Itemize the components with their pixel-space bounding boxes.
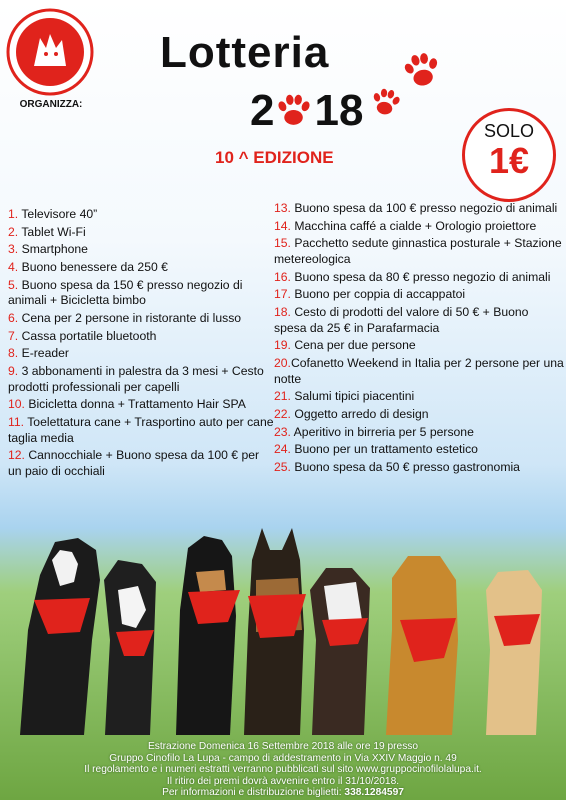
prize-text: Buono per un trattamento estetico (294, 442, 478, 457)
prize-number: 9. (8, 364, 19, 379)
paw-icon (275, 93, 313, 127)
prize-text: Bicicletta donna + Trattamento Hair SPA (28, 397, 246, 412)
prize-number: 25. (274, 460, 291, 475)
prize-number: 18. (274, 305, 291, 320)
prize-item (274, 389, 564, 405)
edition-label: 10 ^ EDIZIONE (215, 148, 334, 167)
prize-item (8, 415, 274, 446)
footer-line: Estrazione Domenica 16 Settembre 2018 alle ore 19 presso (147, 741, 419, 752)
dog-6 (386, 556, 458, 735)
phone-number: 338.1284597 (344, 787, 404, 799)
prize-text: Aperitivo in birreria per 5 persone (293, 424, 474, 439)
prize-item (8, 242, 274, 258)
prize-item (8, 225, 274, 241)
prize-text: Pacchetto sedute ginnastica posturale + Stazione metereologica (274, 236, 562, 266)
prize-number: 6. (8, 311, 19, 326)
prize-text: Oggetto arredo di design (294, 406, 429, 421)
year-prefix: 2 (250, 86, 275, 135)
prize-item (8, 260, 274, 276)
prize-item (8, 207, 274, 223)
dog-1 (20, 538, 100, 735)
prize-number: 17. (274, 287, 291, 302)
dogs-photo (0, 520, 566, 735)
prize-item (274, 270, 564, 286)
prize-text: Cena per 2 persone in ristorante di lusso (21, 311, 242, 326)
prize-item (274, 407, 564, 423)
prize-text: Buono per coppia di accappatoi (294, 287, 466, 302)
prize-item (274, 201, 564, 217)
prize-number: 13. (274, 201, 291, 215)
prize-item (8, 364, 274, 395)
prize-number: 19. (274, 338, 291, 353)
prize-text: Macchina caffé a cialde + Orologio proiettore (294, 218, 537, 233)
prize-text: 3 abbonamenti in palestra da 3 mesi + Cesto prodotti professionali per capelli (8, 364, 264, 394)
prize-text: Smartphone (21, 242, 88, 257)
prize-item (274, 287, 564, 303)
prize-number: 5. (8, 277, 19, 292)
footer-line (0, 787, 566, 799)
prize-text: Toelettatura cane + Trasportino auto per cane taglia media (8, 415, 274, 445)
prize-text: Cena per due persone (294, 338, 416, 353)
paw-icon (402, 52, 442, 88)
prize-number: 1. (8, 207, 19, 221)
prize-number: 7. (8, 328, 19, 343)
prize-text: Buono spesa da 150 € presso negozio di animali + Bicicletta bimbo (8, 277, 243, 308)
footer-line: Il ritiro dei premi dovrà avvenire entro il 31/10/2018. (166, 775, 400, 787)
prize-text: Cannocchiale + Buono spesa da 100 € per un paio di occhiali (8, 448, 260, 478)
dog-7 (486, 570, 542, 735)
dog-5 (310, 568, 370, 735)
dog-3 (176, 536, 240, 735)
prize-text: Buono spesa da 50 € presso gastronomia (294, 460, 520, 475)
prize-text: Cassa portatile bluetooth (21, 328, 157, 343)
footer-line: Il regolamento e i numeri estratti verranno pubblicati sul sito www.gruppocinofilolalupa.it. (84, 764, 482, 776)
prize-item (274, 236, 564, 267)
footer-line: Gruppo Cinofilo La Lupa - campo di addestramento in Via XXIV Maggio n. 49 (109, 752, 457, 764)
prize-text: Televisore 40” (21, 207, 98, 221)
prize-text: Cesto di prodotti del valore di 50 € + Buono spesa da 25 € in Parafarmacia (274, 305, 529, 335)
prize-text: E-reader (21, 346, 69, 361)
prize-item (8, 329, 274, 345)
year-suffix: 18 (314, 86, 364, 135)
dog-4 (244, 528, 306, 735)
price-badge (462, 108, 556, 202)
prize-number: 10. (8, 397, 25, 412)
prize-number: 24. (274, 442, 291, 457)
prize-number: 16. (274, 269, 291, 284)
page-title: Lotteria (160, 28, 330, 77)
prize-number: 15. (274, 236, 291, 251)
prize-item (274, 219, 564, 235)
prize-text: Buono spesa da 80 € presso negozio di animali (294, 269, 551, 284)
prize-text: Salumi tipici piacentini (294, 389, 415, 404)
prize-item (274, 425, 564, 441)
prize-number: 2. (8, 224, 19, 239)
footer-info (0, 741, 566, 799)
prize-item (8, 448, 274, 479)
prize-item (8, 346, 274, 362)
prize-item (274, 305, 564, 336)
dog-2 (104, 560, 156, 735)
year-2018 (250, 86, 363, 136)
gruppo-cinofilo-logo (6, 8, 94, 96)
footer-info-label: Per informazioni e distribuzione biglietti: (162, 787, 345, 799)
paw-icon (370, 88, 402, 116)
prize-item (274, 356, 564, 387)
prize-number: 8. (8, 346, 19, 361)
prize-item (274, 338, 564, 354)
prize-text: Tablet Wi-Fi (21, 224, 86, 239)
prize-text: Buono benessere da 250 € (21, 260, 168, 275)
prize-number: 3. (8, 242, 19, 257)
prize-item (274, 442, 564, 458)
prize-number: 11. (8, 415, 25, 430)
prize-text: Cofanetto Weekend in Italia per 2 persone per una notte (274, 356, 564, 386)
prize-number: 21. (274, 389, 291, 404)
prize-item (274, 460, 564, 476)
prize-number: 4. (8, 260, 19, 275)
prize-list-left (8, 207, 274, 482)
prize-number: 22. (274, 406, 291, 421)
prize-item (8, 311, 274, 327)
prize-item (8, 397, 274, 413)
prize-item (8, 278, 274, 309)
prize-number: 23. (274, 424, 291, 439)
prize-number: 20. (274, 356, 291, 370)
organizza-label: ORGANIZZA: (19, 99, 83, 110)
prize-list-right (274, 201, 564, 478)
prize-number: 12. (8, 448, 25, 463)
badge-price: 1€ (488, 140, 530, 181)
prize-text: Buono spesa da 100 € presso negozio di animali (294, 201, 558, 215)
badge-solo-text: SOLO (483, 121, 535, 141)
prize-number: 14. (274, 218, 291, 233)
